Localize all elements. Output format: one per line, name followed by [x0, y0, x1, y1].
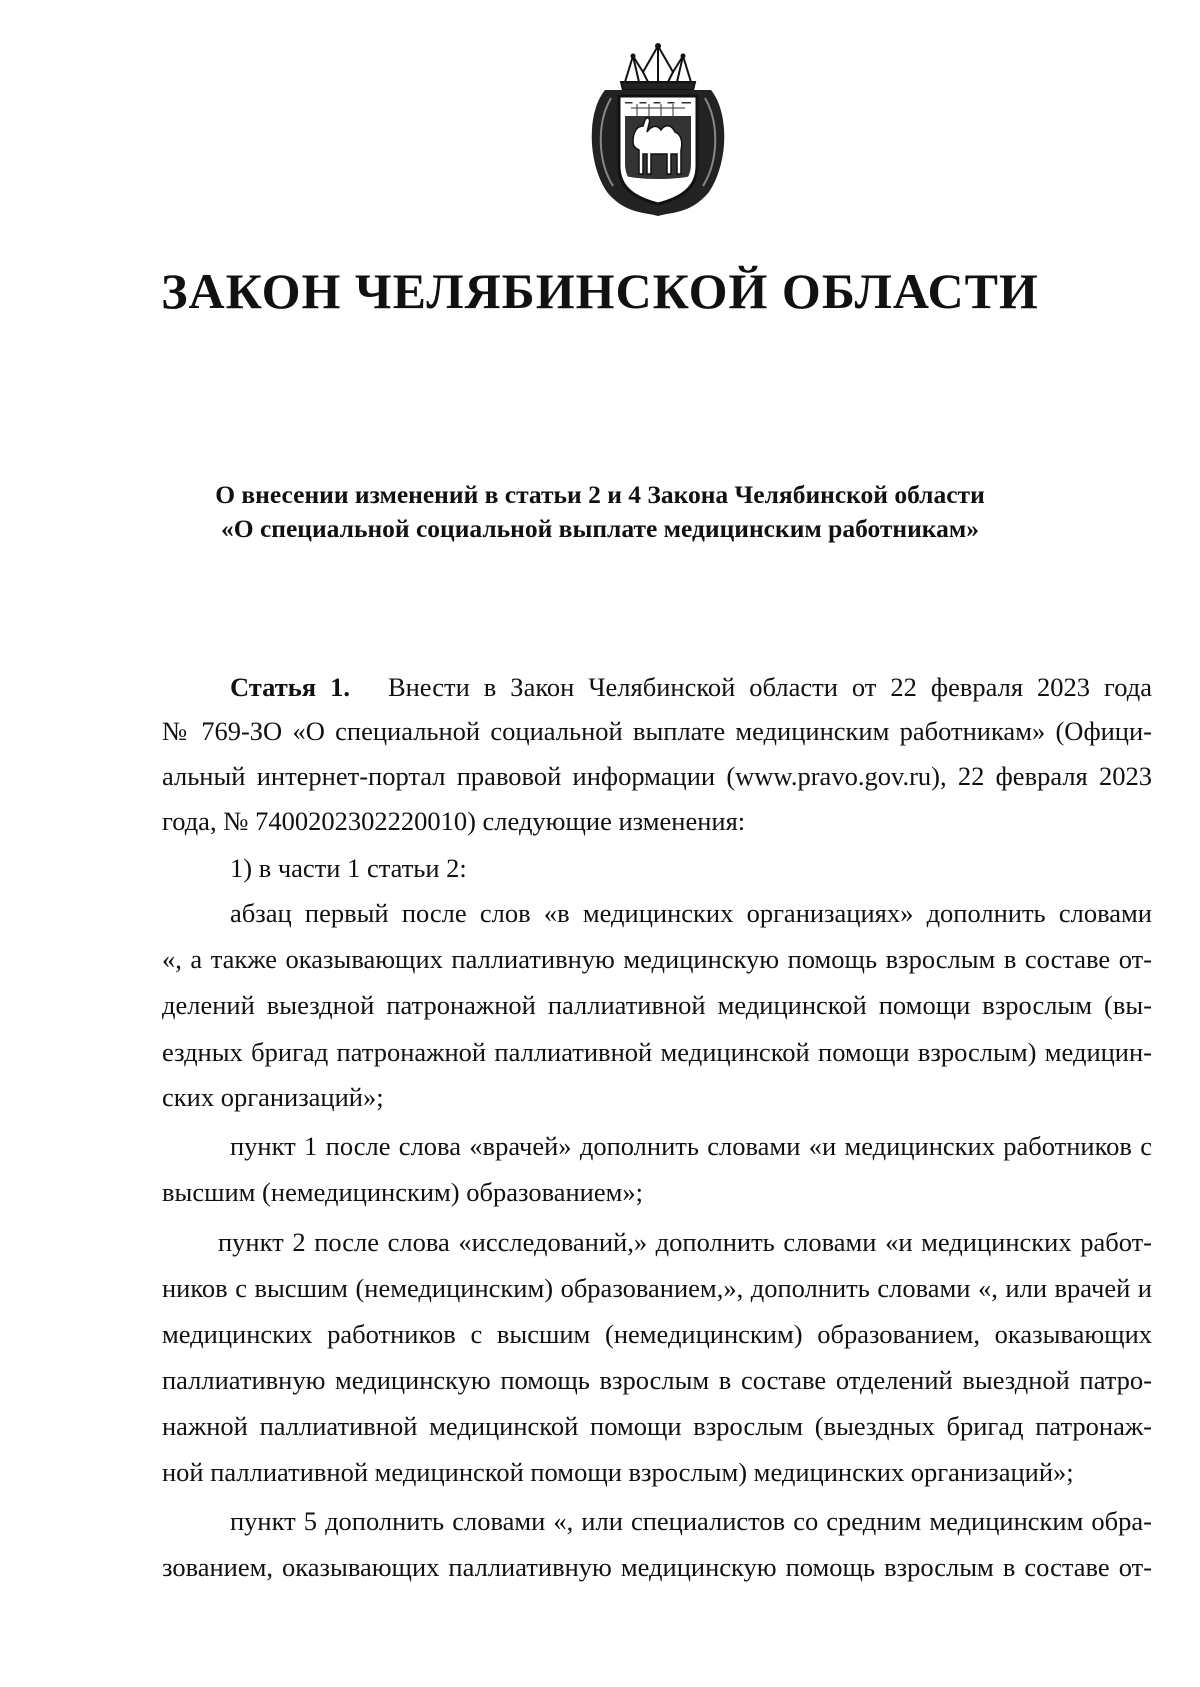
article-line: зованием, оказывающих паллиативную медицинскую помощь взрослым в составе от- — [162, 1552, 1152, 1582]
law-title: ЗАКОН ЧЕЛЯБИНСКОЙ ОБЛАСТИ — [161, 263, 1039, 319]
article-line: высшим (немедицинским) образованием»; — [162, 1177, 643, 1207]
article-line: ников с высшим (немедицинским) образованием,», дополнить словами «, или врачей и — [162, 1273, 1152, 1303]
article-line: «, а также оказывающих паллиативную медицинскую помощь взрослым в составе от- — [162, 944, 1152, 974]
article-line: ездных бригад патронажной паллиативной медицинской помощи взрослым) медицин- — [162, 1037, 1152, 1067]
subtitle-line-1: О внесении изменений в статьи 2 и 4 Закона Челябинской области — [215, 480, 985, 509]
article-line: нажной паллиативной медицинской помощи взрослым (выездных бригад патронаж- — [162, 1411, 1152, 1441]
article-line: пункт 5 дополнить словами «, или специалистов со средним медицинским обра- — [230, 1506, 1152, 1536]
article-line: ских организаций»; — [162, 1082, 384, 1112]
coat-of-arms-icon — [585, 42, 731, 218]
article-line: пункт 2 после слова «исследований,» дополнить словами «и медицинских работ- — [218, 1227, 1152, 1257]
law-subtitle — [120, 478, 1080, 546]
article-line: 1) в части 1 статьи 2: — [230, 853, 467, 883]
subtitle-line-2: «О специальной социальной выплате медицинским работникам» — [221, 514, 979, 543]
article-line: медицинских работников с высшим (немедицинским) образованием, оказывающих — [162, 1319, 1152, 1349]
article-line: ной паллиативной медицинской помощи взрослым) медицинских организаций»; — [162, 1457, 1074, 1487]
article-line: паллиативную медицинскую помощь взрослым в составе отделений выездной патро- — [162, 1365, 1152, 1395]
article-line: пункт 1 после слова «врачей» дополнить словами «и медицинских работников с — [230, 1131, 1152, 1161]
article-line: года, № 7400202302220010) следующие изменения: — [162, 806, 746, 836]
article-1-line-0: Статья 1. Внести в Закон Челябинской области от 22 февраля 2023 года — [230, 672, 1152, 702]
article-line: № 769-ЗО «О специальной социальной выплате медицинским работникам» (Офици- — [162, 716, 1152, 746]
article-line: делений выездной патронажной паллиативной медицинской помощи взрослым (вы- — [162, 990, 1152, 1020]
article-label: Статья 1. — [230, 672, 350, 702]
article-line: абзац первый после слов «в медицинских организациях» дополнить словами — [230, 898, 1152, 928]
article-line: альный интернет-портал правовой информации (www.pravo.gov.ru), 22 февраля 2023 — [162, 761, 1152, 791]
